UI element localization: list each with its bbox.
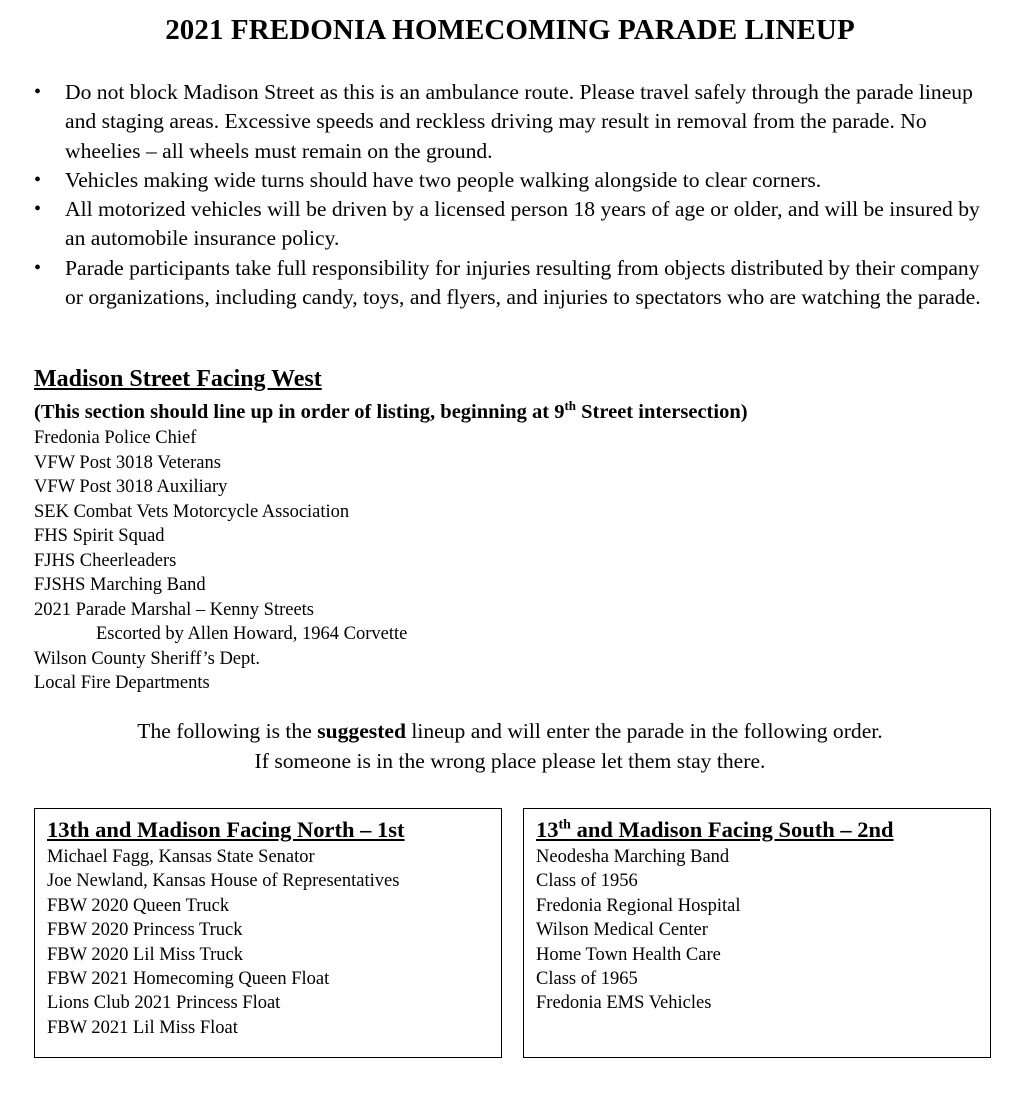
list-item: FBW 2021 Homecoming Queen Float (47, 969, 330, 990)
heading-text: and Madison Facing South – 2nd (570, 817, 894, 842)
rule-text: Vehicles making wide turns should have two people walking alongside to clear corners. (65, 167, 822, 192)
note-line-2: If someone is in the wrong place please let them stay there. (254, 749, 766, 773)
heading-superscript: th (558, 817, 571, 833)
lineup-item: SEK Combat Vets Motorcycle Association (34, 501, 350, 522)
lineup-item: Local Fire Departments (34, 673, 210, 693)
list-item: Wilson Medical Center (536, 920, 708, 941)
lineup-item: FJSHS Marching Band (34, 575, 206, 595)
box-north-list (47, 845, 501, 1040)
rule-text: All motorized vehicles will be driven by a licensed person 18 years of age or older, and will be insured by an automobile insurance policy. (65, 197, 980, 251)
rule-item (34, 166, 984, 195)
lineup-item: VFW Post 3018 Veterans (34, 452, 221, 473)
list-item: FBW 2020 Princess Truck (47, 920, 243, 941)
lineup-item: 2021 Parade Marshal – Kenny Streets (34, 599, 315, 620)
suggested-lineup-note (0, 716, 1020, 776)
box-south-heading (536, 817, 990, 843)
page-title: 2021 FREDONIA HOMECOMING PARADE LINEUP (165, 14, 855, 46)
lineup-item: FHS Spirit Squad (34, 526, 165, 546)
list-item: Michael Fagg, Kansas State Senator (47, 847, 315, 867)
lineup-item: FJHS Cheerleaders (34, 550, 177, 571)
note-text-end: lineup and will enter the parade in the following order. (405, 719, 883, 743)
list-item: Class of 1965 (536, 969, 638, 990)
box-south-list (536, 845, 990, 1016)
rule-item (34, 195, 984, 254)
box-facing-north (34, 808, 502, 1058)
subheading-text-end: Street intersection) (576, 400, 748, 423)
section-subheading (34, 398, 748, 424)
rule-item (34, 254, 984, 313)
box-north-heading: 13th and Madison Facing North – 1st (47, 817, 405, 842)
note-line-1 (0, 716, 1020, 746)
bullet-icon: • (34, 198, 42, 221)
bullet-icon: • (34, 81, 42, 103)
list-item: FBW 2021 Lil Miss Float (47, 1017, 238, 1038)
rules-list (34, 78, 984, 312)
list-item: Fredonia EMS Vehicles (536, 993, 712, 1014)
note-emphasis: suggested (317, 719, 406, 743)
list-item: Lions Club 2021 Princess Float (47, 993, 281, 1014)
list-item: Class of 1956 (536, 871, 638, 892)
list-item: FBW 2020 Lil Miss Truck (47, 944, 244, 965)
madison-lineup-list (34, 426, 407, 696)
rule-text: Do not block Madison Street as this is an ambulance route. Please travel safely through the parade lineup and staging areas. Excessive speeds and reckless driving may result in removal from the parade. No wheelies – all wheels must remain on the ground. (65, 80, 973, 163)
lineup-item: Fredonia Police Chief (34, 428, 197, 448)
section-heading-madison-west: Madison Street Facing West (34, 366, 322, 392)
bullet-icon: • (34, 256, 42, 279)
list-item: Neodesha Marching Band (536, 847, 730, 867)
list-item: Home Town Health Care (536, 944, 721, 965)
rule-item (34, 78, 984, 166)
bullet-icon: • (34, 168, 42, 191)
subheading-text: (This section should line up in order of listing, beginning at 9 (34, 400, 565, 423)
subheading-superscript: th (564, 398, 577, 413)
list-item: FBW 2020 Queen Truck (47, 895, 230, 916)
list-item: Fredonia Regional Hospital (536, 895, 741, 916)
lineup-item-escort: Escorted by Allen Howard, 1964 Corvette (96, 624, 408, 644)
box-facing-south (523, 808, 991, 1058)
lineup-item: Wilson County Sheriff’s Dept. (34, 648, 261, 669)
note-text: The following is the (137, 719, 318, 743)
rule-text: Parade participants take full responsibility for injuries resulting from objects distributed by their company or organizations, including candy, toys, and flyers, and injuries to spectators who are watching the parade. (65, 255, 981, 310)
lineup-item: VFW Post 3018 Auxiliary (34, 477, 228, 497)
heading-number: 13 (536, 817, 559, 842)
list-item: Joe Newland, Kansas House of Representatives (47, 871, 400, 892)
